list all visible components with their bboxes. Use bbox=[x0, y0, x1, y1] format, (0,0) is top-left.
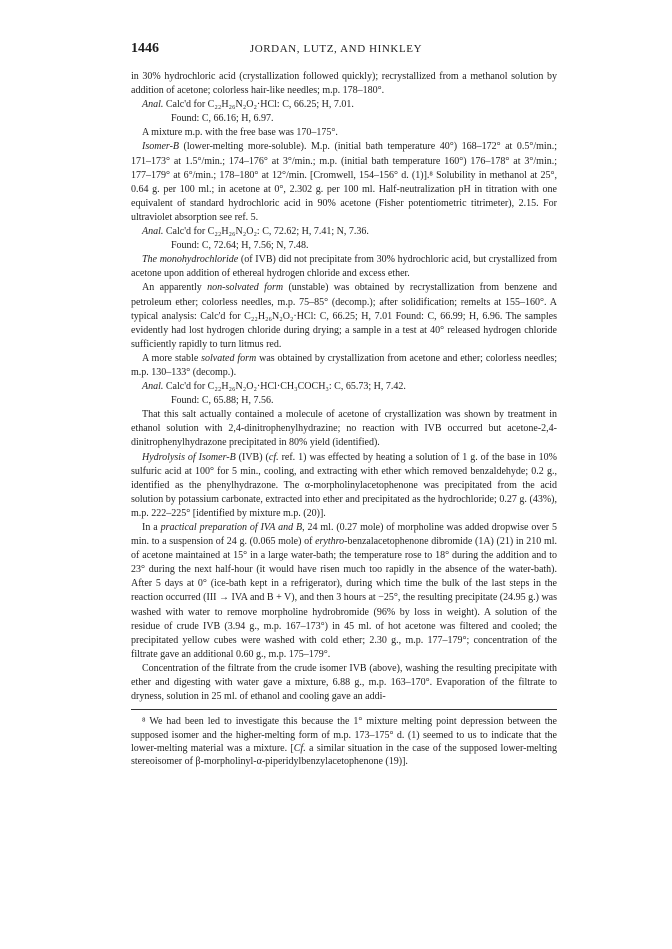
anal-label: Anal. bbox=[142, 226, 164, 238]
monohydrochloride-paragraph bbox=[131, 253, 557, 281]
hydrolysis-cf: cf. bbox=[268, 451, 279, 463]
analysis-line bbox=[131, 380, 557, 394]
mono-label: The monohydrochloride bbox=[142, 254, 239, 266]
isomer-b-paragraph bbox=[131, 140, 557, 225]
nonsolv-label: non-solvated form bbox=[207, 282, 284, 294]
practical-pre: In a bbox=[142, 522, 161, 533]
erythro-label: erythro bbox=[315, 536, 345, 548]
footnote-text-b: a similar situation in the case of the supposed lower-melting stereoisomer of β-morpholinyl-α-piperidylbenzylacetophenone (19)]. bbox=[131, 743, 557, 768]
solv-pre: A more stable bbox=[142, 352, 202, 364]
mono-text: (of IVB) did not precipitate from 30% hydrochloric acid, but crystallized from acetone upon addition of ethereal hydrogen chloride and excess ether. bbox=[131, 254, 557, 280]
anal-text: Calc'd for C₂₂H₂₆N₂O₂·HCl: C, 66.25; H, 7.01. bbox=[163, 99, 354, 111]
found-line: Found: C, 65.88; H, 7.56. bbox=[171, 395, 274, 407]
practical-preparation-paragraph bbox=[131, 521, 557, 662]
anal-label: Anal. bbox=[142, 381, 164, 393]
hydrolysis-text: (IVB) ( bbox=[235, 451, 269, 463]
acetone-paragraph: That this salt actually contained a molecule of acetone of crystallization was shown by treatment in ethanol solution with 2,4-dinitrophenylhydrazine; no reaction with IVB occurred but acetone-2,4-dinitrophenylhydrazone precipitated in 80% yield (identified). bbox=[131, 409, 557, 449]
solv-label: solvated form bbox=[201, 352, 257, 364]
footnote-8 bbox=[131, 715, 557, 769]
non-solvated-paragraph bbox=[131, 281, 557, 351]
practical-text-b: -benzalacetophenone dibromide (1A) (21) in 210 ml. of acetone maintained at 15° in a large water-bath; the temperature rose to 18° during the addition and to 23° during the next half-hour (it would have risen much too rapidly in the absence of the water-bath). After 5 days at 0° (ice-bath kept in a refrigerator), during which time the bulk of the last steps in the reaction occurred (III → IVA and B + V), and then 3 hours at −25°, the resulting precipitate (24.95 g.) was washed with water to remove morpholine hydrobromide (96% by loss in weight). A solution of the residue of crude IVB (3.94 g., m.p. 167–173°) in 45 ml. of hot acetone was filtered and cooled; the precipitated yellow cubes were washed with cold ether; 2.30 g., m.p. 177–179°; concentration of the filtrate gave an additional 0.60 g., m.p. 175–179°. bbox=[131, 536, 558, 660]
footnote-divider bbox=[131, 709, 557, 710]
mixture-mp-line: A mixture m.p. with the free base was 170–175°. bbox=[142, 127, 338, 139]
anal-label: Anal. bbox=[142, 99, 164, 111]
found-line: Found: C, 72.64; H, 7.56; N, 7.48. bbox=[171, 240, 309, 252]
nonsolv-text: (unstable) was obtained by recrystallization from benzene and petroleum ether; colorless needles, m.p. 75–85° (decomp.); after solidification; remelts at 155–160°. A typical analysis: Calc'd for C₂₂H₂₆N₂O₂·HCl: C, 66.25; H, 7.01 Found: C, 66.99; H, 6.96. The samples evidently had lost hydrogen chloride during drying; a sample in a test at 40° released hydrogen chloride sufficiently rapidly to turn litmus red. bbox=[131, 282, 558, 350]
concentration-paragraph: Concentration of the filtrate from the crude isomer IVB (above), washing the resulting precipitate with ether and digesting with water gave a mixture, 6.88 g., m.p. 163–170°. Evaporation of the filtrate to dryness, solution in 25 ml. of ethanol and cooling gave an addi- bbox=[131, 662, 557, 703]
isomer-b-label: Isomer-B bbox=[142, 141, 180, 153]
solvated-paragraph bbox=[131, 352, 557, 380]
analysis-line bbox=[131, 98, 557, 112]
isomer-b-text: (lower-melting more-soluble). M.p. (initial bath temperature 40°) 168–172° at 0.5°/min.; 171–173° at 1.5°/min.; 174–176° at 3°/min.; m.p. (initial bath temperature 160°) 176–178° at 3°/min.; 177–179° at 6°/min.; 178–180° at 12°/min. [Cromwell, 154–156° d. (1)].⁸ Solubility in methanol at 25°, 0.64 g. per 100 ml.; in acetone at 0°, 2.302 g. per 100 ml. Half-neutralization pH in titration with one equivalent of standard hydrochloric acid in 90% acetone (Fisher potentiometric titrimeter), 2.15. For ultraviolet absorption see ref. 5. bbox=[131, 141, 557, 223]
hydrolysis-paragraph bbox=[131, 451, 557, 521]
footnote-mark: ⁸ bbox=[142, 716, 146, 728]
anal-text: Calc'd for C₂₂H₂₆N₂O₂·HCl·CH₃COCH₃: C, 65.73; H, 7.42. bbox=[163, 381, 406, 393]
hydrolysis-text-rest: ref. 1) was effected by heating a solution of 1 g. of the base in 10% sulfuric acid at 100° for 5 min., cooling, and extracting with ether which removed benzaldehyde; 0.2 g., identified as the phenylhydrazone. The α-morpholinylacetophenone was precipitated from the acid solution by potassium carbonate, extracted into ether and precipitated as the hydrochloride; 0.27 g. (43%), m.p. 222–225° [identified by mixture m.p. (20)]. bbox=[131, 451, 558, 519]
solv-text: was obtained by crystallization from acetone and ether; colorless needles; m.p. 130–133° (decomp.). bbox=[131, 352, 557, 378]
anal-text: Calc'd for C₂₂H₂₆N₂O₂: C, 72.62; H, 7.41; N, 7.36. bbox=[163, 226, 369, 238]
article-body bbox=[131, 70, 557, 769]
hydrolysis-label: Hydrolysis of Isomer-B bbox=[142, 451, 236, 463]
running-head: JORDAN, LUTZ, AND HINKLEY bbox=[249, 43, 423, 55]
practical-text-a: , 24 ml. (0.27 mole) of morpholine was added dropwise over 5 min. to a suspension of 24 g. (0.065 mole) of bbox=[131, 522, 557, 548]
practical-label: practical preparation of IVA and B bbox=[160, 522, 303, 533]
paragraph-continuation: in 30% hydrochloric acid (crystallization followed quickly); recrystallized from a methanol solution by addition of acetone; colorless hair-like needles; m.p. 178–180°. bbox=[131, 71, 557, 97]
page-number: 1446 bbox=[131, 41, 159, 56]
footnote-text-a: We had been led to investigate this because the 1° mixture melting point depression between the supposed isomer and the higher-melting form of m.p. 173–175° d. (1) seemed to us to indicate that the lower-melting material was a mixture. [ bbox=[131, 716, 557, 755]
footnote bbox=[131, 715, 557, 769]
footnote-cf: Cf. bbox=[293, 743, 306, 755]
analysis-line bbox=[131, 225, 557, 239]
nonsolv-pre: An apparently bbox=[142, 282, 208, 294]
found-line: Found: C, 66.16; H, 6.97. bbox=[171, 113, 274, 125]
